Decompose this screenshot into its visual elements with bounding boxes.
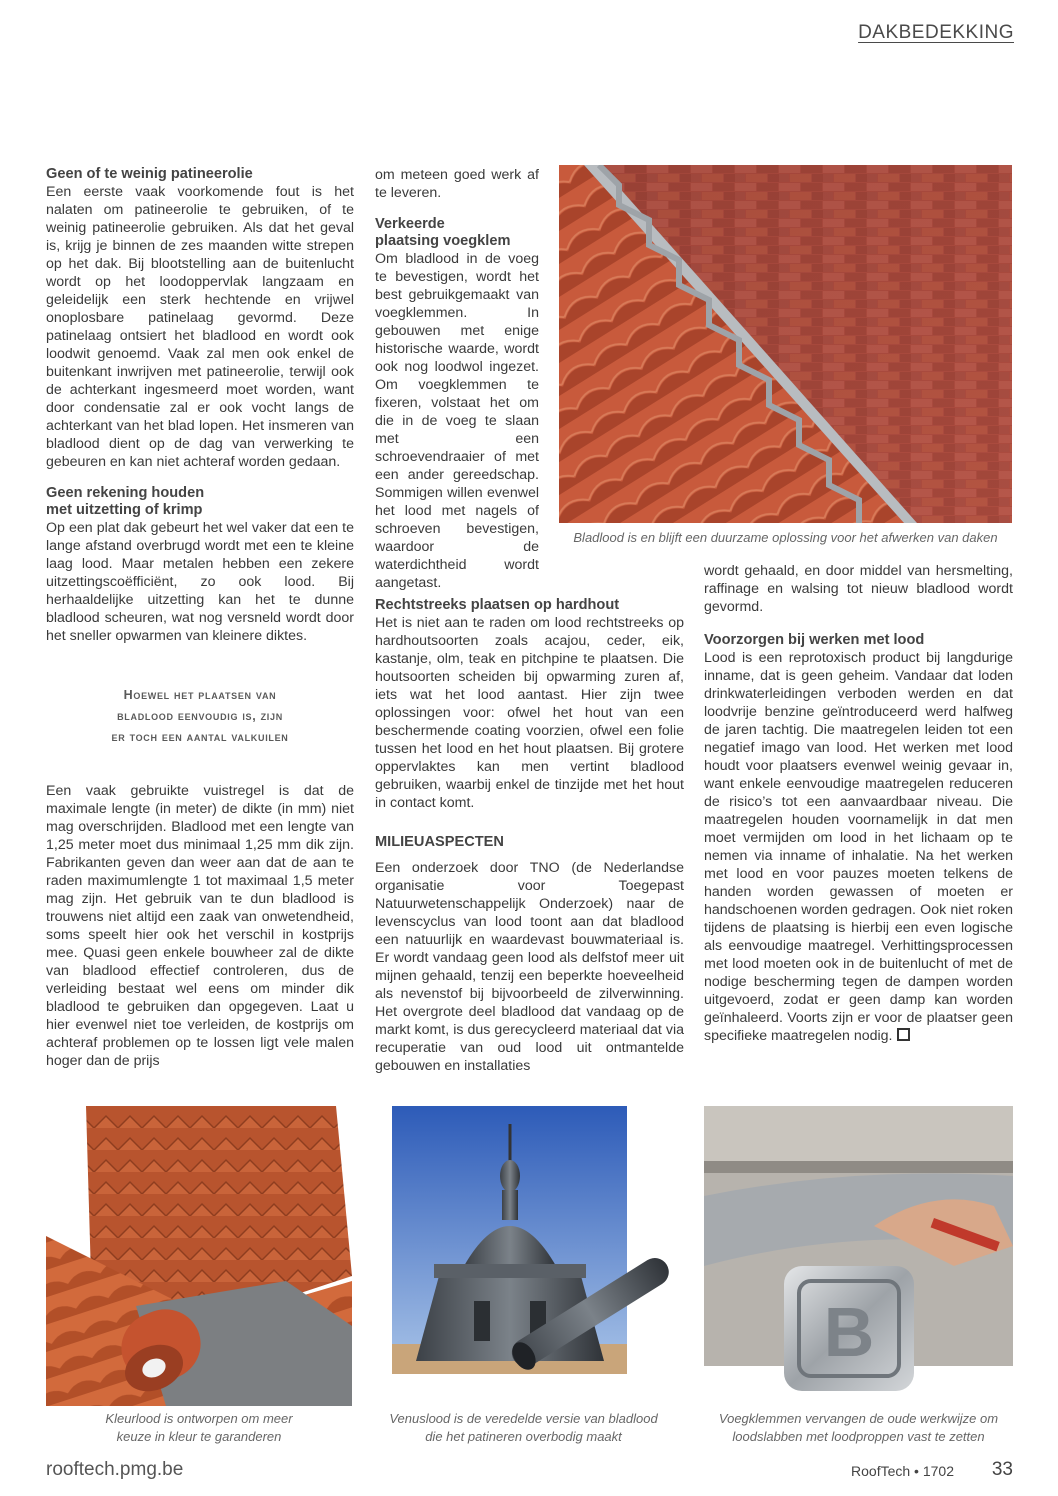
heading-voorzorgen: Voorzorgen bij werken met lood bbox=[704, 632, 925, 648]
heading-voegklem-line1: Verkeerde bbox=[375, 216, 445, 232]
pull-quote bbox=[66, 685, 334, 748]
paragraph-voegklem: Om bladlood in de voeg te bevestigen, wordt het best gebruikgemaakt van voegklemmen. In gebouwen met enige historische waarde, wordt ook nog loodwol ingezet. Om voegklemmen te fixeren, volstaat het om die in de voeg te slaan met een schroevendraaier of met een ander gereedschap. Sommigen willen evenwel het lood met nagels of schroeven bevestigen, waardoor de waterdichtheid wordt aangetast. bbox=[375, 251, 539, 591]
paragraph-voorzorgen-text: Lood is een reprotoxisch product bij langdurige inname, dat is geen geheim. Vandaar dat loden drinkwaterleidingen verboden werden en dat loodvrije benzine geïntroduceerd werd halfweg de jaren tachtig. Die maatregelen leiden tot een negatief imago van lood. Het werken met lood houdt voor plaatsers evenwel weinig gevaar in, want enkele eenvoudige maatregelen reduceren de risico’s tot een aanvaardbaar niveau. Die maatregelen houden voornamelijk in dat men moet vermijden om lood in het lichaam op te nemen via inname of inhalatie. Na het werken met lood en voor pauzes moeten telkens de handen worden gewassen of moeten er handschoenen worden gedragen. Ook niet roken tijdens de plaatsing is hierbij een even logische als eenvoudige maatregel. Verhittingsprocessen met lood moeten ook in de buitenlucht of met de nodige bescherming tegen de dampen worden uitgevoerd, zodat er geen damp kan worden geïnhaleerd. Voorts zijn er voor de plaatser geen specifieke maatregelen nodig. bbox=[704, 650, 1013, 1044]
paragraph-vuistregel: Een vaak gebruikte vuistregel is dat de maximale lengte (in meter) de dikte (in mm) niet mag overschrijden. Bladlood met een lengte van 1,25 meter moet dus minimaal 1,25 mm dik zijn. Fabrikanten geven dan weer aan dat de aan te raden maximumlengte 1 tot maximaal 1,5 meter mag zijn. Het gebruik van te dun bladlood is trouwens niet altijd een zaak van onwetendheid, soms speelt hier ook het verschil in kostprijs mee. Quasi geen enkele bouwheer zal de dikte van bladlood effectief controleren, dus de verleiding bestaat wel eens om minder dik bladlood te gebruiken dan opgegeven. Laat u hier evenwel niet toe verleiden, de kostprijs om achteraf problemen op te lossen ligt vele malen hoger dan de prijs bbox=[46, 783, 354, 1069]
paragraph-uitzetting: Op een plat dak gebeurt het wel vaker dat een te lange afstand overbrugd wordt met een te kleine laag lood. Maar metalen hebben een zekere uitzettingscoëfficiënt, zo ook lood. Bij herhaaldelijke uitzetting kan het te dunne bladlood scheuren, wat nog versneld wordt door het sneller opwarmen van kleinere diktes. bbox=[46, 520, 354, 644]
caption-kleurlood-line1: Kleurlood is ontworpen om meer bbox=[105, 1411, 293, 1426]
column-1 bbox=[46, 166, 354, 1070]
caption-venuslood bbox=[364, 1410, 683, 1446]
photo-voegklemmen bbox=[704, 1106, 1013, 1406]
photo-venuslood bbox=[364, 1106, 683, 1406]
caption-kleurlood bbox=[46, 1410, 352, 1446]
end-mark-icon bbox=[897, 1028, 910, 1041]
footer-magazine-issue: RoofTech • 1702 bbox=[851, 1463, 954, 1479]
pull-quote-line1: Hoewel het plaatsen van bbox=[123, 688, 277, 702]
caption-voegklemmen-line1: Voegklemmen vervangen de oude werkwijze om bbox=[718, 1411, 999, 1426]
paragraph-milieuaspecten: Een onderzoek door TNO (de Nederlandse organisatie voor Toegepast Natuurwetenschappelijk Onderzoek) naar de levenscyclus van lood toont aan dat bladlood een natuurlijk en waardevast bouwmateriaal is. Er wordt vandaag geen lood als delfstof meer uit mijnen gehaald, tenzij een beperkte hoeveelheid als nevenstof bij bijvoorbeeld de zilverwinning. Het overgrote deel bladlood dat vandaag op de markt komt, is dus gerecycleerd materiaal dat via recuperatie van oud lood uit ontmantelde gebouwen en installaties bbox=[375, 860, 684, 1074]
column-2 bbox=[375, 166, 539, 592]
pull-quote-line2: bladlood eenvoudig is, zijn bbox=[117, 709, 283, 723]
roof-brick-illustration bbox=[559, 165, 1012, 523]
page-number: 33 bbox=[991, 1459, 1013, 1480]
heading-voegklem-line2: plaatsing voegklem bbox=[375, 233, 511, 249]
heading-uitzetting bbox=[46, 485, 354, 519]
pull-quote-line3: er toch een aantal valkuilen bbox=[111, 730, 289, 744]
caption-venuslood-line1: Venuslood is de veredelde versie van bladlood bbox=[389, 1411, 658, 1426]
heading-uitzetting-line1: Geen rekening houden bbox=[46, 485, 205, 501]
paragraph-continuation-3: wordt gehaald, en door middel van hersmelting, raffinage en walsing tot nieuw bladlood wordt gevormd. bbox=[704, 563, 1013, 615]
paragraph-patineerolie: Een eerste vaak voorkomende fout is het nalaten om patineerolie te gebruiken, of te weinig patineerolie gebruiken. Als dat het geval is, krijg je binnen de zes maanden witte strepen op het dak. Bij blootstelling aan de buitenlucht wordt op het loodoppervlak langzaam en geleidelijk een sterk hechtende en vrijwel onoplosbare patinelaag gevormd. Deze patinelaag ontsiert het bladlood en wordt ook loodwit genoemd. Vaak zal men ook enkel de buitenkant inwrijven met patineerolie, terwijl ook de achterkant ingesmeerd moet worden, want door condensatie zal er ook vocht langs de achterkant van het blad lopen. Het insmeren van bladlood dient op de dag van verwerking te gebeuren en kan niet achteraf worden gedaan. bbox=[46, 184, 354, 470]
section-label: DAKBEDEKKING bbox=[858, 22, 1014, 43]
photo-roof-brick-wall bbox=[559, 165, 1012, 523]
caption-kleurlood-line2: keuze in kleur te garanderen bbox=[116, 1429, 282, 1444]
caption-voegklemmen-line2: loodslabben met loodproppen vast te zetten bbox=[732, 1429, 985, 1444]
photo-kleurlood bbox=[46, 1106, 352, 1406]
venuslood-illustration bbox=[364, 1106, 683, 1406]
footer-url[interactable]: rooftech.pmg.be bbox=[46, 1459, 184, 1480]
heading-voegklem bbox=[375, 216, 539, 250]
heading-milieuaspecten: MILIEUASPECTEN bbox=[375, 834, 504, 850]
kleurlood-illustration bbox=[46, 1106, 352, 1406]
caption-top-photo: Bladlood is en blijft een duurzame oplossing voor het afwerken van daken bbox=[573, 530, 998, 545]
paragraph-hardhout: Het is niet aan te raden om lood rechtstreeks op hardhoutsoorten zoals acajou, ceder, eik, kastanje, olm, teak en pitchpine te plaatsen. Die houtsoorten scheiden bij opwarming zuren af, iets wat het lood aantast. Hier zijn twee oplossingen voor: ofwel het hout van een beschermende coating voorzien, ofwel een folie tussen het lood en het hout plaatsen. Bij grotere oppervlaktes kan men vertint bladlood gebruiken, waarbij enkel de tinzijde met het hout in contact komt. bbox=[375, 615, 684, 811]
caption-voegklemmen bbox=[704, 1410, 1013, 1446]
heading-patineerolie: Geen of te weinig patineerolie bbox=[46, 166, 253, 182]
voegklemmen-illustration bbox=[704, 1106, 1013, 1406]
paragraph-voorzorgen bbox=[704, 649, 1013, 1045]
column-2-lower bbox=[375, 597, 684, 1075]
heading-uitzetting-line2: met uitzetting of krimp bbox=[46, 502, 203, 518]
column-3 bbox=[704, 562, 1013, 1045]
paragraph-continuation: om meteen goed werk af te leveren. bbox=[375, 167, 539, 201]
caption-venuslood-line2: die het patineren overbodig maakt bbox=[425, 1429, 622, 1444]
heading-hardhout: Rechtstreeks plaatsen op hardhout bbox=[375, 597, 620, 613]
svg-text:B: B bbox=[823, 1293, 875, 1371]
